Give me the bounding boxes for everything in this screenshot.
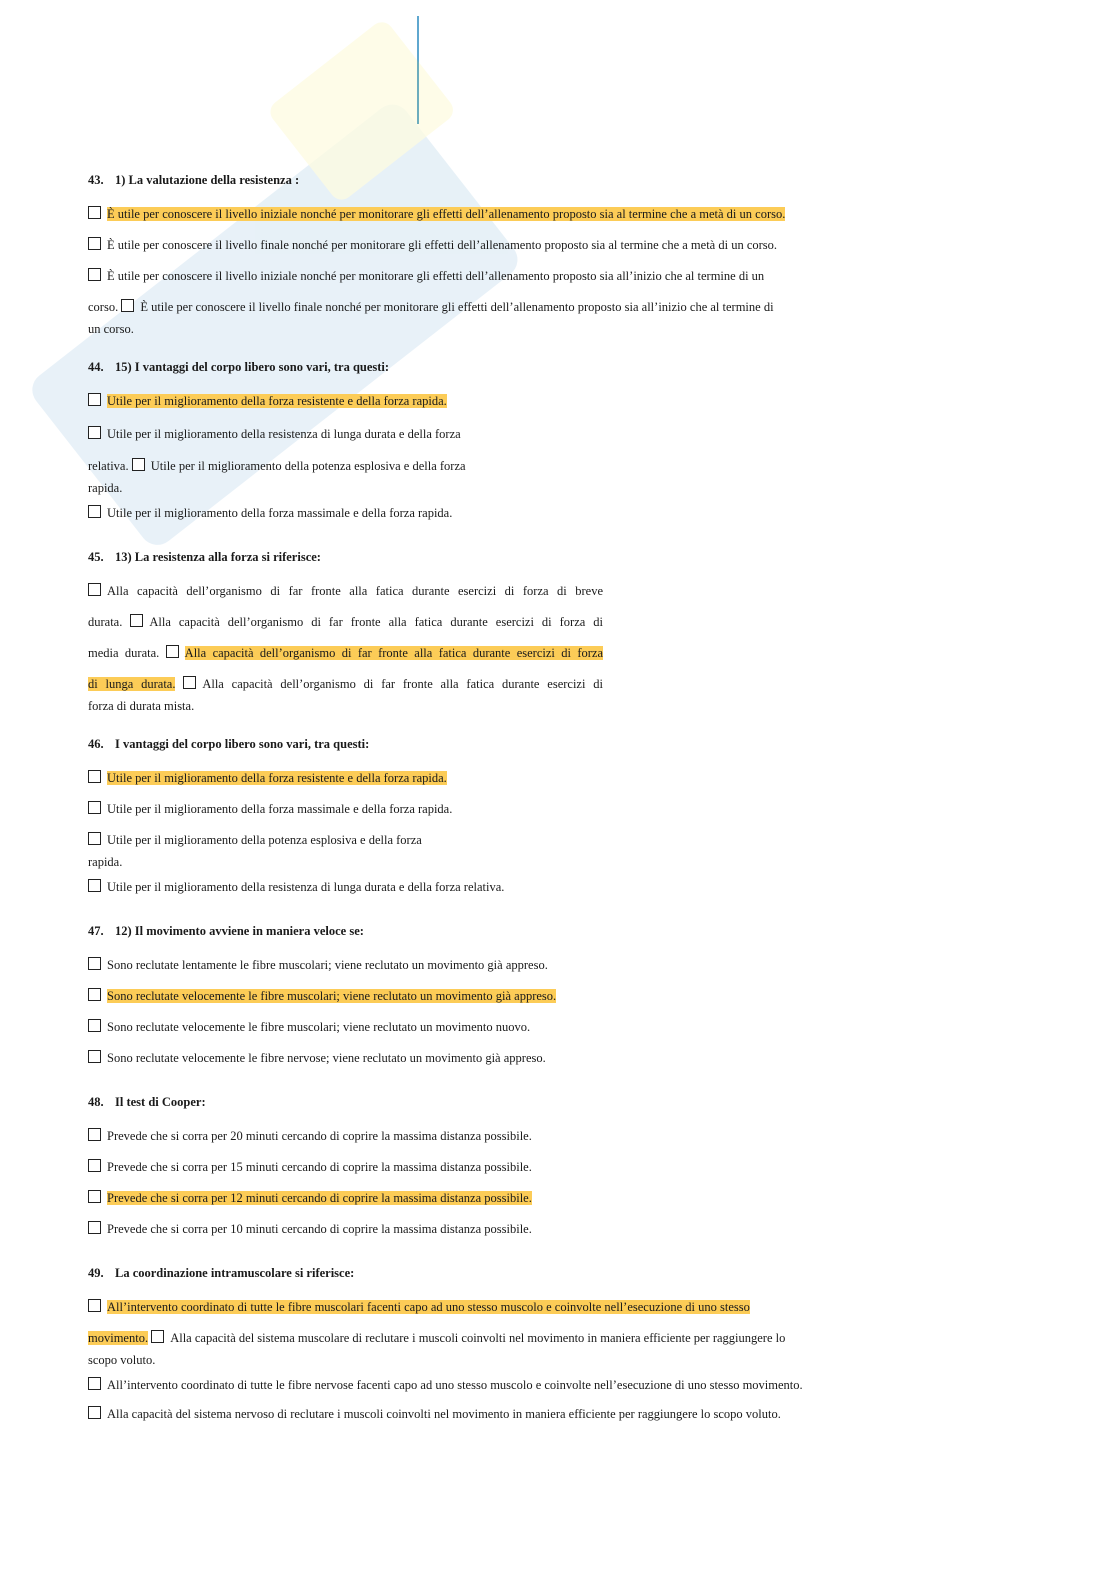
question-text: I vantaggi del corpo libero sono vari, tra questi: — [115, 737, 370, 751]
question-title — [88, 549, 868, 565]
question-title — [88, 923, 868, 939]
answer-option — [88, 1183, 868, 1214]
answer-text: Utile per il miglioramento della resistenza di lunga durata e della forza — [107, 427, 461, 441]
checkbox[interactable] — [130, 614, 143, 627]
answer-text: È utile per conoscere il livello finale nonché per monitorare gli effetti dell’allenamento proposto sia all’inizio che al termine di — [140, 300, 774, 314]
answer-option — [88, 1292, 868, 1323]
answer-text: Alla capacità del sistema nervoso di reclutare i muscoli coinvolti nel movimento in maniera efficiente per raggiungere lo scopo voluto. — [107, 1407, 781, 1421]
answer-text: È utile per conoscere il livello iniziale nonché per monitorare gli effetti dell’allenamento proposto sia all’inizio che al termine di un — [107, 269, 765, 283]
answer-text: Utile per il miglioramento della forza massimale e della forza rapida. — [107, 802, 453, 816]
question-text: 1) La valutazione della resistenza : — [115, 173, 300, 187]
answer-text: Sono reclutate lentamente le fibre muscolari; viene reclutato un movimento già appreso. — [107, 958, 548, 972]
question-number: 49. — [88, 1266, 104, 1280]
question-text: Il test di Cooper: — [115, 1095, 206, 1109]
checkbox[interactable] — [88, 832, 101, 845]
question-46 — [88, 736, 868, 903]
answer-text: Utile per il miglioramento della resistenza di lunga durata e della forza relativa. — [107, 880, 505, 894]
checkbox[interactable] — [88, 237, 101, 250]
question-43 — [88, 172, 868, 339]
answer-option — [88, 386, 868, 417]
answer-text-correct: movimento. — [88, 1331, 149, 1345]
question-text: La coordinazione intramuscolare si riferisce: — [115, 1266, 355, 1280]
question-number: 48. — [88, 1095, 104, 1109]
answer-text: Sono reclutate velocemente le fibre muscolari; viene reclutato un movimento nuovo. — [107, 1020, 531, 1034]
answer-text: media durata. — [88, 646, 160, 660]
checkbox[interactable] — [88, 1190, 101, 1203]
answer-text: Prevede che si corra per 10 minuti cercando di coprire la massima distanza possibile. — [107, 1222, 532, 1236]
answer-text-correct: Utile per il miglioramento della forza resistente e della forza rapida. — [107, 394, 447, 408]
checkbox[interactable] — [183, 676, 196, 689]
answer-option — [88, 1214, 868, 1245]
checkbox[interactable] — [88, 583, 101, 596]
answer-text-correct: Utile per il miglioramento della forza resistente e della forza rapida. — [107, 771, 447, 785]
question-text: 12) Il movimento avviene in maniera veloce se: — [115, 924, 364, 938]
checkbox[interactable] — [88, 988, 101, 1001]
answer-option — [88, 1012, 868, 1043]
answer-text: Alla capacità del sistema muscolare di reclutare i muscoli coinvolti nel movimento in maniera efficiente per raggiungere lo — [170, 1331, 786, 1345]
question-45 — [88, 549, 868, 716]
question-44 — [88, 359, 868, 529]
answer-option — [88, 576, 603, 607]
answer-option — [88, 417, 868, 451]
answer-text: Utile per il miglioramento della forza massimale e della forza rapida. — [107, 506, 453, 520]
answer-text: Sono reclutate velocemente le fibre nervose; viene reclutato un movimento già appreso. — [107, 1051, 546, 1065]
watermark-line — [417, 16, 419, 124]
answer-text-correct: Sono reclutate velocemente le fibre muscolari; viene reclutato un movimento già appreso. — [107, 989, 557, 1003]
answer-text: scopo voluto. — [88, 1353, 156, 1367]
answer-option — [88, 292, 868, 323]
question-number: 47. — [88, 924, 104, 938]
question-number: 46. — [88, 737, 104, 751]
answer-text: rapida. — [88, 481, 123, 495]
checkbox[interactable] — [88, 957, 101, 970]
checkbox[interactable] — [88, 1019, 101, 1032]
answer-option — [88, 230, 868, 261]
answer-text-correct: Prevede che si corra per 12 minuti cercando di coprire la massima distanza possibile. — [107, 1191, 532, 1205]
question-title — [88, 1094, 868, 1110]
checkbox[interactable] — [132, 458, 145, 471]
answer-text: Utile per il miglioramento della potenza esplosiva e della forza — [107, 833, 422, 847]
answer-text-correct: Alla capacità dell’organismo di far fronte alla fatica durante esercizi di forza — [184, 646, 604, 660]
answer-option — [88, 1121, 868, 1152]
answer-text: rapida. — [88, 855, 123, 869]
question-48 — [88, 1094, 868, 1245]
checkbox[interactable] — [88, 1050, 101, 1063]
checkbox[interactable] — [88, 879, 101, 892]
answer-option — [88, 1043, 868, 1074]
answer-text-correct: di lunga durata. — [88, 677, 176, 691]
answer-option — [88, 498, 868, 529]
answer-option — [88, 199, 868, 230]
checkbox[interactable] — [88, 1377, 101, 1390]
question-number: 45. — [88, 550, 104, 564]
checkbox[interactable] — [88, 505, 101, 518]
answer-text: corso. — [88, 300, 119, 314]
answer-option — [88, 872, 868, 903]
answer-option — [88, 763, 868, 794]
question-text: 15) I vantaggi del corpo libero sono vari, tra questi: — [115, 360, 390, 374]
checkbox[interactable] — [88, 1221, 101, 1234]
answer-option — [88, 794, 868, 825]
checkbox[interactable] — [88, 1299, 101, 1312]
answer-option — [88, 981, 868, 1012]
checkbox[interactable] — [88, 1159, 101, 1172]
checkbox[interactable] — [121, 299, 134, 312]
question-49 — [88, 1265, 868, 1427]
checkbox[interactable] — [151, 1330, 164, 1343]
question-title — [88, 736, 868, 752]
answer-text: All’intervento coordinato di tutte le fibre nervose facenti capo ad uno stesso muscolo e coinvolte nell’esecuzione di uno stesso movimento. — [107, 1378, 803, 1392]
answer-text: Alla capacità dell’organismo di far fronte alla fatica durante esercizi di — [202, 677, 603, 691]
answer-text: Alla capacità dell’organismo di far fronte alla fatica durante esercizi di forza di — [149, 615, 603, 629]
answer-option — [88, 1152, 868, 1183]
question-text: 13) La resistenza alla forza si riferisce: — [115, 550, 321, 564]
answer-text: Alla capacità dell’organismo di far fronte alla fatica durante esercizi di forza di breve — [107, 584, 603, 598]
checkbox[interactable] — [88, 1406, 101, 1419]
answer-text: Prevede che si corra per 15 minuti cercando di coprire la massima distanza possibile. — [107, 1160, 532, 1174]
answer-text: Prevede che si corra per 20 minuti cercando di coprire la massima distanza possibile. — [107, 1129, 532, 1143]
answer-text-correct: All’intervento coordinato di tutte le fibre muscolari facenti capo ad uno stesso muscolo e coinvolte nell’esecuzione di uno stesso — [107, 1300, 750, 1314]
checkbox[interactable] — [88, 268, 101, 281]
question-title — [88, 359, 868, 375]
answer-option — [88, 1323, 868, 1354]
answer-text: forza di durata mista. — [88, 699, 195, 713]
question-47 — [88, 923, 868, 1074]
answer-option — [88, 261, 868, 292]
answer-text: relativa. — [88, 459, 129, 473]
question-number: 44. — [88, 360, 104, 374]
checkbox[interactable] — [88, 770, 101, 783]
checkbox[interactable] — [88, 393, 101, 406]
answer-text: un corso. — [88, 322, 134, 336]
checkbox[interactable] — [88, 426, 101, 439]
answer-option — [88, 638, 603, 669]
checkbox[interactable] — [88, 801, 101, 814]
checkbox[interactable] — [88, 1128, 101, 1141]
answer-option — [88, 1370, 868, 1401]
answer-text: Utile per il miglioramento della potenza esplosiva e della forza — [150, 459, 466, 473]
question-number: 43. — [88, 173, 104, 187]
answer-text-correct: È utile per conoscere il livello iniziale nonché per monitorare gli effetti dell’allenamento proposto sia al termine che a metà di un corso. — [107, 207, 786, 221]
answer-text: È utile per conoscere il livello finale nonché per monitorare gli effetti dell’allenamento proposto sia al termine che a metà di un corso. — [107, 238, 778, 252]
question-title — [88, 172, 868, 188]
checkbox[interactable] — [166, 645, 179, 658]
answer-option — [88, 1401, 868, 1427]
answer-text: durata. — [88, 615, 123, 629]
checkbox[interactable] — [88, 206, 101, 219]
answer-option — [88, 950, 868, 981]
document-body — [88, 172, 868, 1447]
answer-option — [88, 607, 603, 638]
question-title — [88, 1265, 868, 1281]
